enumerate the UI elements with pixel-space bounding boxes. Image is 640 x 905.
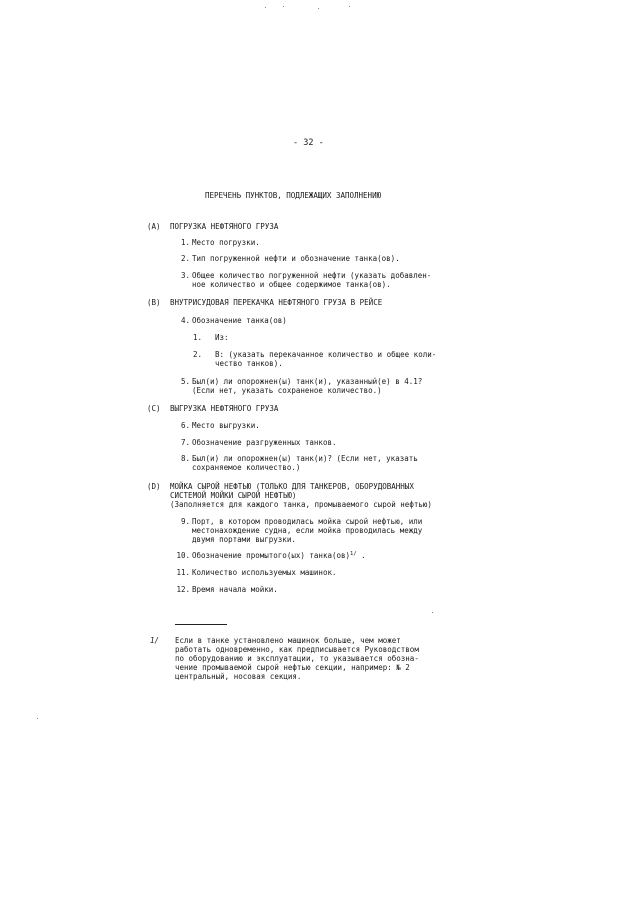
item-text: Количество используемых машинок.	[192, 568, 337, 577]
item-text-with-footnote	[192, 551, 366, 560]
subitem-number: 1.	[192, 333, 202, 342]
item-text-tail: .	[356, 551, 366, 560]
item-number: 2.	[180, 254, 190, 263]
subitem-number: 2.	[192, 350, 202, 359]
item-number: 1.	[180, 238, 190, 247]
footnote-text: Если в танке установлено машинок больше, чем может	[175, 636, 401, 645]
item-number: 11.	[176, 568, 190, 577]
section-a-title: ПОГРУЗКА НЕФТЯНОГО ГРУЗА	[170, 222, 279, 231]
scan-speck	[37, 718, 38, 719]
footnote-ref: 1/	[350, 551, 357, 557]
item-number: 6.	[180, 421, 190, 430]
scan-speck	[283, 6, 284, 7]
item-text: двумя портами выгрузки.	[192, 535, 296, 544]
item-text: Обозначение промытого(ых) танка(ов)	[192, 551, 351, 560]
section-a-letter: (A)	[147, 222, 161, 231]
footnote-text: центральный, носовая секция.	[175, 672, 302, 681]
subitem-text: В: (указать перекачанное количество и общее коли-	[215, 350, 437, 359]
section-b-title: ВНУТРИСУДОВАЯ ПЕРЕКАЧКА НЕФТЯНОГО ГРУЗА В РЕЙСЕ	[170, 298, 383, 307]
scan-speck	[432, 612, 433, 613]
section-d-letter: (D)	[147, 482, 161, 491]
page-heading: ПЕРЕЧЕНЬ ПУНКТОВ, ПОДЛЕЖАЩИХ ЗАПОЛНЕНИЮ	[205, 191, 382, 200]
item-text: Общее количество погруженной нефти (указать добавлен-	[192, 271, 432, 280]
item-text: Порт, в котором проводилась мойка сырой нефтью, или	[192, 517, 423, 526]
item-text: Тип погруженной нефти и обозначение танка(ов).	[192, 254, 400, 263]
footnote-text: по оборудованию и эксплуатации, то указывается обозна-	[175, 654, 419, 663]
item-text: Обозначение разгруженных танков.	[192, 438, 337, 447]
footnote-divider	[175, 624, 227, 625]
footnote-marker: 1/	[150, 636, 160, 645]
item-text: Был(и) ли опорожнен(ы) танк(и), указанный(е) в 4.1?	[192, 377, 423, 386]
subitem-text: чество танков).	[215, 359, 283, 368]
item-text: Время начала мойки.	[192, 585, 278, 594]
item-text: местонахождение судна, если мойка проводилась между	[192, 526, 423, 535]
section-d-title: МОЙКА СЫРОЙ НЕФТЬЮ (ТОЛЬКО ДЛЯ ТАНКЕРОВ, ОБОРУДОВАННЫХ	[170, 482, 414, 491]
footnote-text: чение промываемой сырой нефтью секции, например: № 2	[175, 663, 410, 672]
section-b-letter: (B)	[147, 298, 161, 307]
item-text: Место погрузки.	[192, 238, 260, 247]
item-text: сохраняемое количество.)	[192, 463, 301, 472]
item-text: Место выгрузки.	[192, 421, 260, 430]
item-number: 5.	[180, 377, 190, 386]
section-d-title: СИСТЕМОЙ МОЙКИ СЫРОЙ НЕФТЬЮ)	[170, 491, 297, 500]
footnote-text: работать одновременно, как предписывается Руководством	[175, 645, 419, 654]
item-text: ное количество и общее содержимое танка(ов).	[192, 280, 391, 289]
item-text: Был(и) ли опорожнен(ы) танк(и)? (Если нет, указать	[192, 454, 418, 463]
section-c-letter: (C)	[147, 404, 161, 413]
section-d-note: (Заполняется для каждого танка, промываемого сырой нефтью)	[170, 500, 432, 509]
scan-speck	[265, 7, 266, 8]
subitem-text: Из:	[215, 333, 229, 342]
item-number: 7.	[180, 438, 190, 447]
item-number: 9.	[180, 517, 190, 526]
page-number: - 32 -	[293, 138, 324, 148]
item-text: (Если нет, указать сохраненое количество.)	[192, 386, 382, 395]
item-text: Обозначение танка(ов)	[192, 316, 287, 325]
scan-speck	[318, 8, 319, 9]
item-number: 3.	[180, 271, 190, 280]
item-number: 10.	[176, 551, 190, 560]
item-number: 8.	[180, 454, 190, 463]
scan-speck	[349, 6, 350, 7]
section-c-title: ВЫГРУЗКА НЕФТЯНОГО ГРУЗА	[170, 404, 279, 413]
item-number: 12.	[176, 585, 190, 594]
item-number: 4.	[180, 316, 190, 325]
